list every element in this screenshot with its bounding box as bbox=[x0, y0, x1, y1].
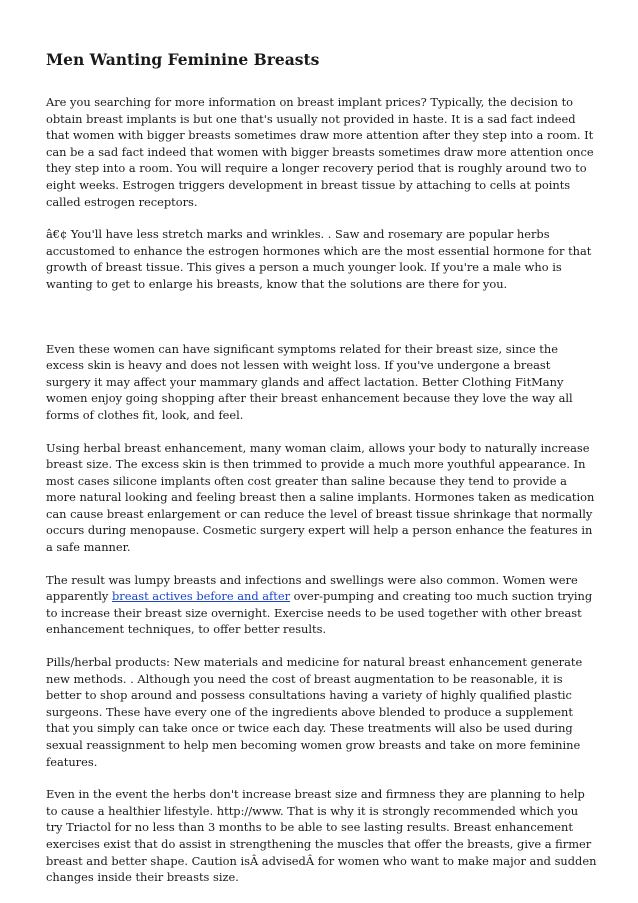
paragraph-2: â€¢ You'll have less stretch marks and wrinkles. . Saw and rosemary are popular herbs accustomed to enhance the estrogen hormones which are the most essential hormone for that growth of breast tissue. This gives a person a much younger look. If you're a male who is wanting to get to enlarge his breasts, know that the solutions are there for you. bbox=[46, 227, 592, 291]
paragraph-7: Even in the event the herbs don't increase breast size and firmness they are planning to help to cause a healthier lifestyle. http://www. That is why it is strongly recommended which you try Triactol for no less than 3 months to be able to see lasting results. Breast enhancement exercises exist that do assist in strengthening the muscles that offer the breasts, give a firmer breast and better shape. Caution isÂ advisedÂ for women who want to make major and sudden changes inside their breasts size. bbox=[46, 787, 597, 885]
page-title: Men Wanting Feminine Breasts bbox=[46, 50, 320, 69]
breast-actives-link[interactable]: breast actives before and after bbox=[111, 589, 291, 604]
paragraph-5-text-before: The result was lumpy breasts and infections and swellings were also common. Women were apparently bbox=[46, 572, 578, 604]
paragraph-3: Even these women can have significant symptoms related for their breast size, since the excess skin is heavy and does not lessen with weight loss. If you've undergone a breast surgery it may affect your mammary glands and affect lactation. Better Clothing FitMany women enjoy going shopping after their breast enhancement because they love the way all forms of clothes fit, look, and feel. bbox=[46, 341, 573, 422]
document-page bbox=[46, 50, 598, 886]
paragraph-4: Using herbal breast enhancement, many woman claim, allows your body to naturally increase breast size. The excess skin is then trimmed to provide a much more youthful appearance. In most cases silicone implants often cost greater than saline because they tend to provide a more natural looking and feeling breast then a saline implants. Hormones taken as medication can cause breast enlargement or can reduce the level of breast tissue shrinkage that normally occurs during menopause. Cosmetic surgery expert will help a person enhance the features in a safe manner. bbox=[46, 440, 595, 555]
paragraph-6: Pills/herbal products: New materials and medicine for natural breast enhancement generate new methods. . Although you need the cost of breast augmentation to be reasonable, it is better to shop around and possess consultations having a variety of highly qualified plastic surgeons. These have every one of the ingredients above blended to produce a supplement that you simply can take once or twice each day. These treatments will also be used during sexual reassignment to help men becoming women grow breasts and take on more feminine features. bbox=[46, 655, 583, 769]
paragraph-5 bbox=[46, 572, 598, 638]
paragraph-1: Are you searching for more information on breast implant prices? Typically, the decision to obtain breast implants is but one that's usually not provided in haste. It is a sad fact indeed that women with bigger breasts sometimes draw more attention after they step into a room. It can be a sad fact indeed that women with bigger breasts sometimes draw more attention once they step into a room. You will require a longer recovery period that is roughly around two to eight weeks. Estrogen triggers development in breast tissue by attaching to cells at points called estrogen receptors. bbox=[46, 95, 594, 209]
paragraph-5-text-after: over-pumping and creating too much suction trying to increase their breast size overnight. Exercise needs to be used together with other breast enhancement techniques, to offer better results. bbox=[46, 589, 593, 637]
